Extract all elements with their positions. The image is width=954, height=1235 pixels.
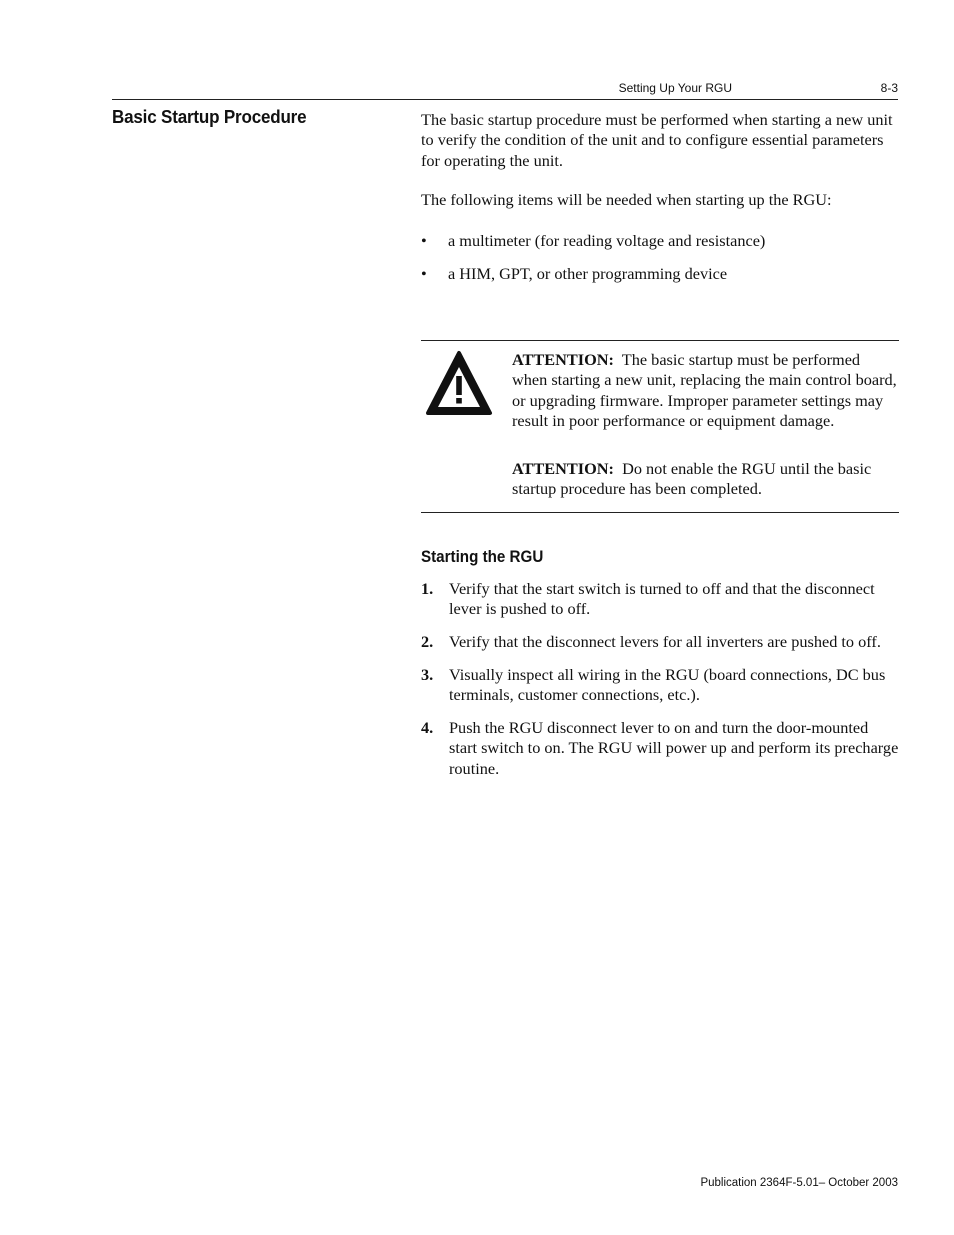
subsection-heading: Starting the RGU	[421, 548, 544, 566]
list-item-text: a HIM, GPT, or other programming device	[448, 264, 728, 283]
step-text: Verify that the disconnect levers for all inverters are pushed to off.	[449, 632, 881, 651]
step-text: Verify that the start switch is turned to off and that the disconnect lever is pushed to off.	[449, 579, 875, 619]
attention-block	[512, 459, 898, 500]
header-section-title: Setting Up Your RGU	[618, 81, 732, 95]
publication-footer: Publication 2364F-5.01– October 2003	[700, 1177, 898, 1189]
items-lead: The following items will be needed when starting up the RGU:	[421, 190, 832, 209]
attention-text: The basic startup must be performed when starting a new unit, replacing the main control board, or upgrading firmware. Improper parameter settings may result in poor performance or equipment damage.	[512, 350, 897, 430]
attention-label: ATTENTION:	[512, 350, 614, 369]
step-number: 1.	[421, 579, 434, 598]
page-number: 8-3	[880, 81, 898, 95]
step-text: Visually inspect all wiring in the RGU (board connections, DC bus terminals, customer connections, etc.).	[449, 665, 886, 705]
list-item-text: a multimeter (for reading voltage and resistance)	[448, 231, 766, 250]
running-header	[600, 81, 898, 97]
attention-label: ATTENTION:	[512, 459, 614, 478]
step-number: 3.	[421, 665, 434, 684]
section-heading: Basic Startup Procedure	[112, 106, 307, 127]
intro-text: The basic startup procedure must be performed when starting a new unit to verify the condition of the unit and to configure essential parameters for operating the unit.	[421, 110, 893, 170]
warning-triangle-icon	[424, 349, 494, 417]
step-number: 2.	[421, 632, 434, 651]
attention-block	[512, 350, 898, 431]
attention-bottom-rule	[421, 512, 899, 513]
step-text: Push the RGU disconnect lever to on and turn the door-mounted start switch to on. The RGU will power up and perform its precharge routine.	[449, 718, 899, 778]
bullet-icon: •	[421, 231, 427, 250]
attention-text: Do not enable the RGU until the basic startup procedure has been completed.	[512, 459, 872, 499]
step-number: 4.	[421, 718, 434, 737]
bullet-icon: •	[421, 264, 427, 283]
header-divider	[112, 99, 898, 100]
attention-top-rule	[421, 340, 899, 341]
intro-paragraph	[421, 110, 899, 171]
